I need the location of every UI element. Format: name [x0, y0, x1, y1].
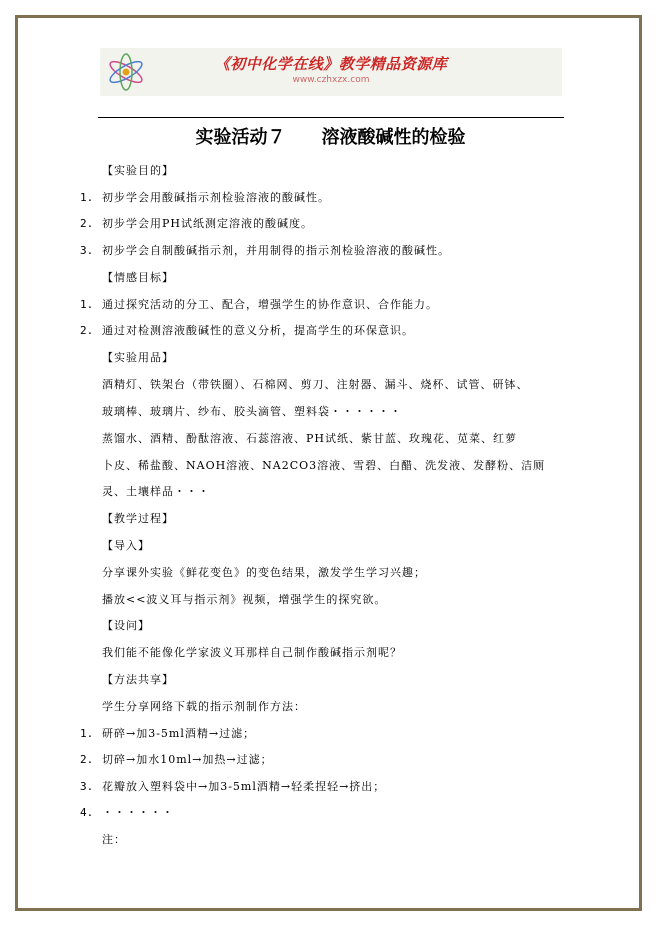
list-number: 1.: [80, 727, 94, 740]
list-item: 切碎→加水10ml→加热→过滤；: [102, 753, 273, 766]
banner-url: www.czhxzx.com: [292, 75, 370, 85]
paragraph-line: 学生分享网络下载的指示剂制作方法：: [102, 700, 306, 713]
paragraph-line: 玻璃棒、玻璃片、纱布、胶头滴管、塑料袋・・・・・・: [102, 405, 402, 418]
list-number: 2.: [80, 324, 94, 337]
list-number: 1.: [80, 191, 94, 204]
list-item: 初步学会用PH试纸测定溶液的酸碱度。: [102, 217, 313, 230]
section-heading-intro: 【导入】: [102, 539, 150, 552]
section-heading-question: 【设问】: [102, 619, 150, 632]
list-item: 初步学会用酸碱指示剂检验溶液的酸碱性。: [102, 191, 330, 204]
list-number: 4.: [80, 806, 94, 819]
paragraph-line: 蒸馏水、酒精、酚酞溶液、石蕊溶液、PH试纸、紫甘蓝、玫瑰花、苋菜、红萝: [102, 432, 517, 445]
section-heading-methods: 【方法共享】: [102, 673, 174, 686]
header-banner: [100, 48, 562, 96]
header-rule: [98, 117, 564, 118]
section-heading-emotion: 【情感目标】: [102, 271, 174, 284]
paragraph-line: 卜皮、稀盐酸、NAOH溶液、NA2CO3溶液、雪碧、白醋、洗发液、发酵粉、洁厕: [102, 459, 546, 472]
paragraph-line: 播放<<波义耳与指示剂》视频，增强学生的探究欲。: [102, 593, 387, 606]
section-heading-materials: 【实验用品】: [102, 351, 174, 364]
list-item: 研碎→加3-5ml酒精→过滤；: [102, 727, 256, 740]
section-heading-process: 【教学过程】: [102, 512, 174, 525]
list-item: 初步学会自制酸碱指示剂，并用制得的指示剂检验溶液的酸碱性。: [102, 244, 450, 257]
list-number: 2.: [80, 753, 94, 766]
section-heading-purpose: 【实验目的】: [102, 164, 174, 177]
list-item: 花瓣放入塑料袋中→加3-5ml酒精→轻柔捏轻→挤出；: [102, 780, 386, 793]
list-number: 2.: [80, 217, 94, 230]
paragraph-line: 灵、土壤样品・・・: [102, 485, 210, 498]
paragraph-line: 酒精灯、铁架台（带铁圈）、石棉网、剪刀、注射器、漏斗、烧杯、试管、研钵、: [102, 378, 529, 391]
paragraph-line: 分享课外实验《鲜花变色》的变色结果，激发学生学习兴趣；: [102, 566, 426, 579]
list-item: ・・・・・・: [102, 806, 174, 819]
list-number: 1.: [80, 298, 94, 311]
paragraph-line: 我们能不能像化学家波义耳那样自己制作酸碱指示剂呢？: [102, 646, 402, 659]
list-number: 3.: [80, 244, 94, 257]
banner-title: 《初中化学在线》教学精品资源库: [214, 55, 448, 73]
note-label: 注：: [102, 833, 126, 846]
list-item: 通过探究活动的分工、配合，增强学生的协作意识、合作能力。: [102, 298, 438, 311]
page-title: 实验活动７ 溶液酸碱性的检验: [195, 127, 466, 148]
list-number: 3.: [80, 780, 94, 793]
list-item: 通过对检测溶液酸碱性的意义分析，提高学生的环保意识。: [102, 324, 414, 337]
